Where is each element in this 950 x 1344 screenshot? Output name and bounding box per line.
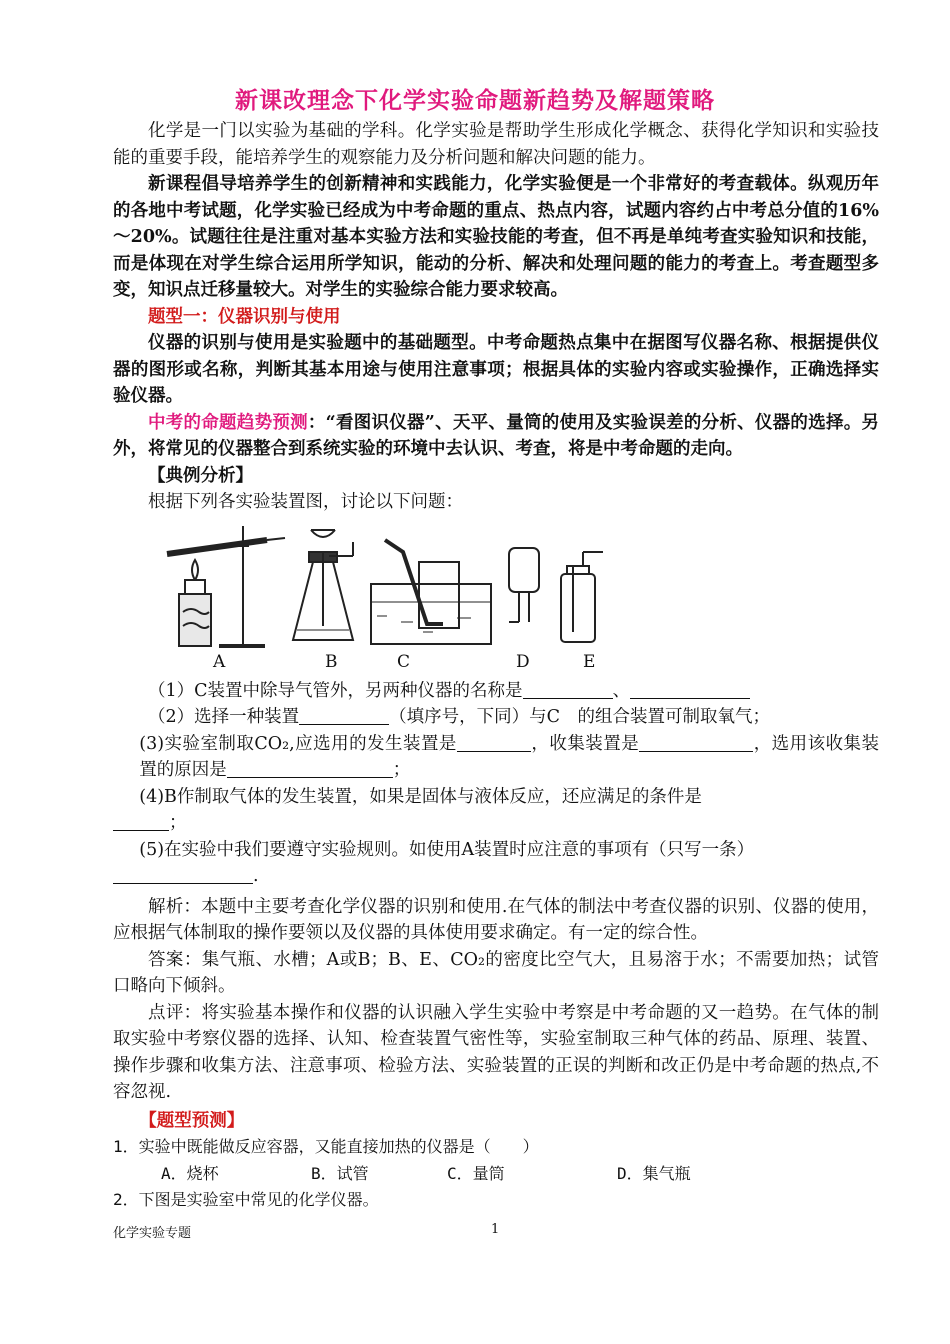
apparatus-figure	[113, 522, 879, 674]
answer-blank[interactable]	[639, 734, 753, 752]
question-3-text-a: (3)实验室制取CO₂,应选用的发生装置是	[139, 733, 457, 754]
page-title: 新课改理念下化学实验命题新趋势及解题策略	[235, 88, 715, 114]
section-body: 仪器的识别与使用是实验题中的基础题型。中考命题热点集中在据图写仪器名称、根据提供仪器的图形或名称，判断其基本用途与使用注意事项；根据具体的实验内容或实验操作，正确选择实验仪器。	[113, 333, 879, 406]
practice-question-2: 2．下图是实验室中常见的化学仪器。	[113, 1190, 379, 1209]
trend-label: 中考的命题趋势预测	[148, 412, 308, 433]
question-4-end: ；	[169, 813, 187, 833]
figure-label-a: A	[213, 651, 226, 672]
question-2-text-b: （填序号，下同）与C 的组合装置可制取氧气；	[389, 707, 771, 727]
practice-choices	[113, 1161, 879, 1188]
choice-c[interactable]: C．量筒	[447, 1163, 505, 1183]
footer-title: 化学实验专题	[113, 1226, 192, 1241]
question-4	[113, 784, 879, 811]
question-3-text-c: ，选用该收集装置的原因是	[139, 733, 880, 780]
answer-blank[interactable]	[299, 707, 389, 725]
practice-heading: 【题型预测】	[139, 1110, 245, 1131]
intro-paragraph-2: 新课程倡导培养学生的创新精神和实践能力，化学实验便是一个非常好的考查载体。纵观历年的各地中考试题，化学实验已经成为中考命题的重点、热点内容，试题内容约占中考总分值的16%～20%。试题往往是注重对基本实验方法和实验技能的考查，但不再是单纯考查实验知识和技能，而是体现在对学生综合运用所学知识，能动的分析、解决和处理问题的能力的考查上。考查题型多变，知识点迁移量较大。对学生的实验综合能力要求较高。	[113, 174, 879, 300]
question-1-text: （1）C装置中除导气管外，另两种仪器的名称是	[148, 680, 523, 701]
answer-blank[interactable]	[113, 866, 253, 884]
question-5-line-2	[113, 863, 879, 890]
question-1	[113, 678, 879, 705]
question-2-text-a: （2）选择一种装置	[148, 707, 300, 727]
page-number: 1	[491, 1222, 500, 1237]
comment-paragraph: 点评：将实验基本操作和仪器的认识融入学生实验中考察是中考命题的又一趋势。在气体的制取实验中考察仪器的选择、认知、检查装置气密性等，实验室制取三种气体的药品、原理、装置、操作步骤和收集方法、注意事项、检验方法、实验装置的正误的判断和改正仍是中考命题的热点,不容忽视.	[113, 1002, 879, 1102]
intro-paragraph-1: 化学是一门以实验为基础的学科。化学实验是帮助学生形成化学概念、获得化学知识和实验技能的重要手段，能培养学生的观察能力及分析问题和解决问题的能力。	[113, 121, 879, 168]
question-2	[113, 704, 879, 731]
question-5-end: .	[253, 866, 259, 886]
example-prompt: 根据下列各实验装置图，讨论以下问题：	[148, 492, 463, 512]
document-body	[113, 118, 879, 1214]
answer-blank[interactable]	[113, 813, 169, 831]
apparatus-b	[293, 530, 353, 640]
question-1-separator: 、	[612, 680, 631, 701]
question-3-text-d: ；	[392, 760, 411, 780]
apparatus-c	[371, 540, 491, 644]
choice-a[interactable]: A．烧杯	[161, 1163, 219, 1183]
trend-text: ：“看图识仪器”、天平、量筒的使用及实验误差的分析、仪器的选择。另外，将常见的仪器整合到系统实验的环境中去认识、考查，将是中考命题的走向。	[113, 412, 879, 459]
answer-blank[interactable]	[227, 760, 393, 778]
apparatus-a	[167, 526, 285, 646]
answer-blank[interactable]	[523, 681, 613, 699]
figure-label-e: E	[583, 651, 596, 672]
apparatus-drawing	[157, 522, 607, 652]
section-heading: 题型一：仪器识别与使用	[148, 306, 341, 327]
practice-question-1: 1．实验中既能做反应容器，又能直接加热的仪器是（ ）	[113, 1137, 539, 1156]
analysis-paragraph: 解析：本题中主要考查化学仪器的识别和使用.在气体的制法中考查仪器的识别、仪器的使用，应根据气体制取的操作要领以及仪器的具体使用要求确定。有一定的综合性。	[113, 896, 879, 943]
question-3	[113, 731, 879, 784]
question-5	[113, 837, 879, 864]
question-5-text: (5)在实验中我们要遵守实验规则。如使用A装置时应注意的事项有（只写一条）	[139, 839, 755, 860]
answer-paragraph: 答案：集气瓶、水槽；A或B；B、E、CO₂的密度比空气大，且易溶于水；不需要加热；试管口略向下倾斜。	[113, 949, 879, 996]
choice-d[interactable]: D．集气瓶	[617, 1163, 691, 1183]
answer-blank[interactable]	[630, 681, 750, 699]
trend-paragraph	[113, 410, 879, 463]
choice-b[interactable]: B．试管	[311, 1163, 369, 1183]
figure-label-c: C	[397, 651, 411, 672]
apparatus-e	[561, 552, 603, 642]
answer-blank[interactable]	[457, 734, 531, 752]
question-4-text: (4)B作制取气体的发生装置，如果是固体与液体反应，还应满足的条件是	[139, 786, 702, 807]
question-3-text-b: ，收集装置是	[530, 733, 640, 754]
example-heading: 【典例分析】	[148, 465, 253, 486]
apparatus-d	[509, 548, 539, 622]
figure-label-d: D	[516, 651, 530, 672]
question-4-line-2	[113, 810, 879, 837]
figure-label-b: B	[325, 651, 338, 672]
